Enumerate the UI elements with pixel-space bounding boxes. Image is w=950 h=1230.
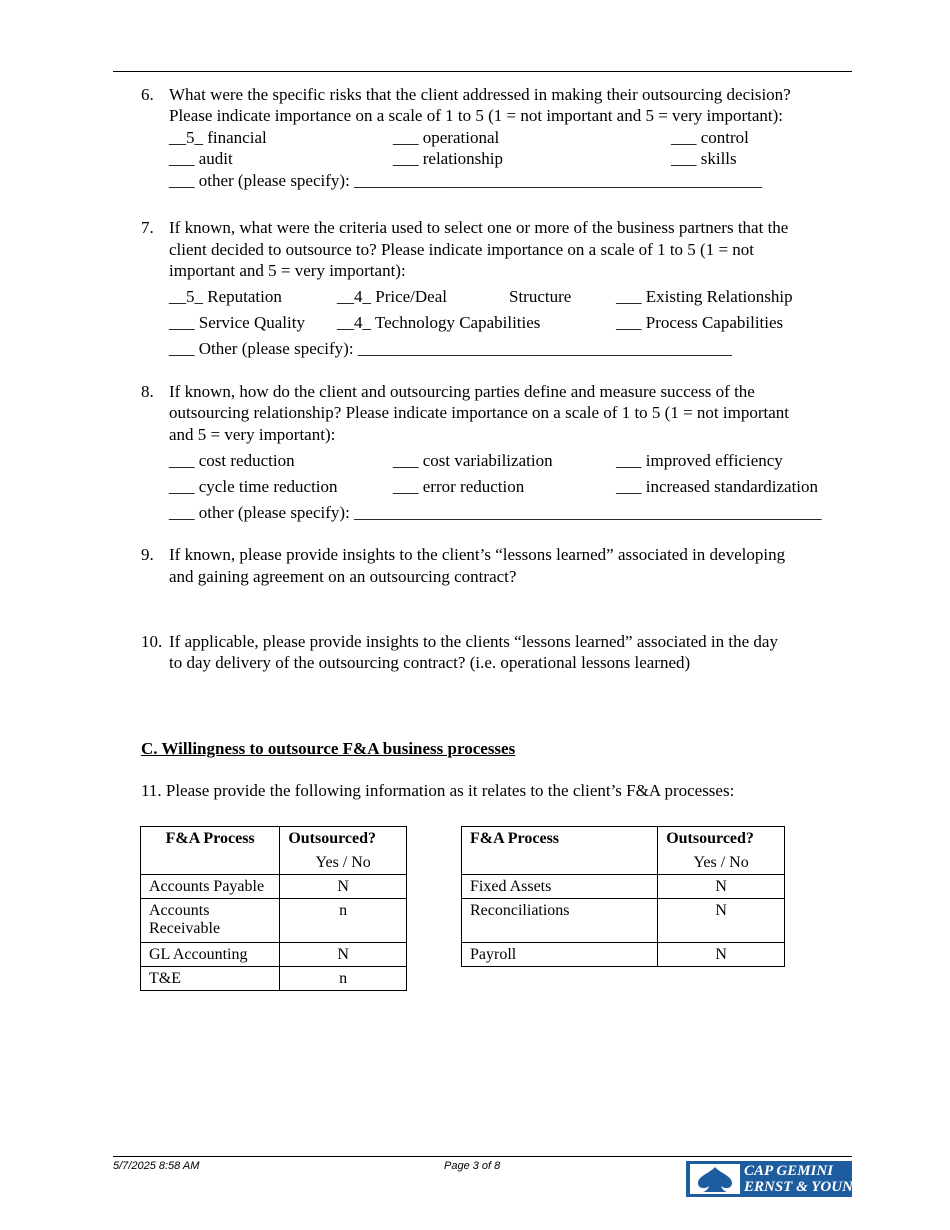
- fa-process-table-right: [461, 826, 785, 967]
- success-option-standardization: ___ increased standardization: [616, 477, 819, 496]
- process-name: T&E: [141, 967, 280, 991]
- question-text: If known, please provide insights to the client’s “lessons learned” associated in developing: [169, 545, 786, 564]
- criteria-option-technology: __4_ Technology Capabilities: [337, 313, 541, 332]
- process-name: Accounts Receivable: [141, 899, 280, 943]
- table-header-row: [141, 827, 407, 875]
- column-header-process: F&A Process: [141, 827, 280, 875]
- criteria-option-process: ___ Process Capabilities: [616, 313, 784, 332]
- process-name: Payroll: [462, 943, 658, 967]
- question-number: 6.: [141, 85, 154, 104]
- risk-option-other: ___ other (please specify): ________________________________________________: [169, 171, 763, 190]
- section-heading: C. Willingness to outsource F&A business processes: [141, 739, 516, 758]
- table-row: [141, 967, 407, 991]
- risk-option-control: ___ control: [671, 128, 749, 147]
- success-option-error-reduction: ___ error reduction: [393, 477, 525, 496]
- success-option-cost-reduction: ___ cost reduction: [169, 451, 295, 470]
- header-rule: [113, 71, 852, 72]
- question-number: 9.: [141, 545, 154, 564]
- table-row: [462, 875, 785, 899]
- question-number: 7.: [141, 218, 154, 237]
- outsourced-value: n: [280, 899, 407, 943]
- footer-page-number: Page 3 of 8: [444, 1160, 501, 1172]
- process-name: Reconciliations: [462, 899, 658, 943]
- risk-option-audit: ___ audit: [169, 149, 233, 168]
- question-text: Please indicate importance on a scale of 1 to 5 (1 = not important and 5 = very important):: [169, 106, 784, 125]
- table-row: [141, 875, 407, 899]
- criteria-option-service-quality: ___ Service Quality: [169, 313, 305, 332]
- criteria-option-reputation: __5_ Reputation: [169, 287, 282, 306]
- question-text: client decided to outsource to? Please indicate importance on a scale of 1 to 5 (1 = not: [169, 240, 755, 259]
- question-number: 10.: [141, 632, 163, 651]
- yes-no-label: Yes / No: [315, 854, 371, 871]
- success-option-other: ___ other (please specify): _______________________________________________________: [169, 503, 822, 522]
- column-header-process: F&A Process: [462, 827, 658, 875]
- fa-process-table-left: [140, 826, 407, 991]
- criteria-option-price-deal: __4_ Price/Deal: [337, 287, 447, 306]
- question-text: If known, how do the client and outsourcing parties define and measure success of the: [169, 382, 755, 401]
- question-number: 8.: [141, 382, 154, 401]
- outsourced-value: N: [658, 943, 785, 967]
- footer-rule: [113, 1156, 852, 1157]
- risk-option-financial: __5_ financial: [169, 128, 267, 147]
- question-text: outsourcing relationship? Please indicate importance on a scale of 1 to 5 (1 = not important: [169, 403, 790, 422]
- question-text: important and 5 = very important):: [169, 261, 406, 280]
- success-option-improved-efficiency: ___ improved efficiency: [616, 451, 783, 470]
- question-text: If applicable, please provide insights to the clients “lessons learned” associated in the day: [169, 632, 778, 651]
- column-header-outsourced: Outsourced? Yes / No: [658, 827, 785, 875]
- spade-icon: [690, 1164, 740, 1194]
- table-row: [141, 899, 407, 943]
- table-row: [141, 943, 407, 967]
- criteria-option-existing-relationship: ___ Existing Relationship: [616, 287, 793, 306]
- risk-option-operational: ___ operational: [393, 128, 500, 147]
- process-name: GL Accounting: [141, 943, 280, 967]
- process-name: Fixed Assets: [462, 875, 658, 899]
- question-text: If known, what were the criteria used to select one or more of the business partners that the: [169, 218, 789, 237]
- table-row: [462, 899, 785, 943]
- question-text: to day delivery of the outsourcing contract? (i.e. operational lessons learned): [169, 653, 691, 672]
- success-option-cycle-time: ___ cycle time reduction: [169, 477, 338, 496]
- question-text: and 5 = very important):: [169, 425, 336, 444]
- outsourced-value: n: [280, 967, 407, 991]
- logo-text: CAP GEMINI ERNST & YOUNG: [744, 1163, 864, 1195]
- success-option-cost-variabilization: ___ cost variabilization: [393, 451, 553, 470]
- risk-option-skills: ___ skills: [671, 149, 737, 168]
- outsourced-value: N: [280, 943, 407, 967]
- process-name: Accounts Payable: [141, 875, 280, 899]
- column-header-outsourced: Outsourced? Yes / No: [280, 827, 407, 875]
- outsourced-value: N: [658, 875, 785, 899]
- company-logo: [686, 1161, 864, 1197]
- criteria-option-other: ___ Other (please specify): ____________________________________________: [169, 339, 732, 358]
- outsourced-value: N: [280, 875, 407, 899]
- question-11: 11. Please provide the following information as it relates to the client’s F&A processes:: [141, 781, 735, 800]
- yes-no-label: Yes / No: [693, 854, 749, 871]
- outsourced-value: N: [658, 899, 785, 943]
- footer-date: 5/7/2025 8:58 AM: [113, 1160, 200, 1172]
- question-text: and gaining agreement on an outsourcing contract?: [169, 567, 517, 586]
- table-header-row: [462, 827, 785, 875]
- risk-option-relationship: ___ relationship: [393, 149, 504, 168]
- question-text: What were the specific risks that the client addressed in making their outsourcing decision?: [169, 85, 791, 104]
- criteria-option-structure: Structure: [509, 287, 572, 306]
- table-row: [462, 943, 785, 967]
